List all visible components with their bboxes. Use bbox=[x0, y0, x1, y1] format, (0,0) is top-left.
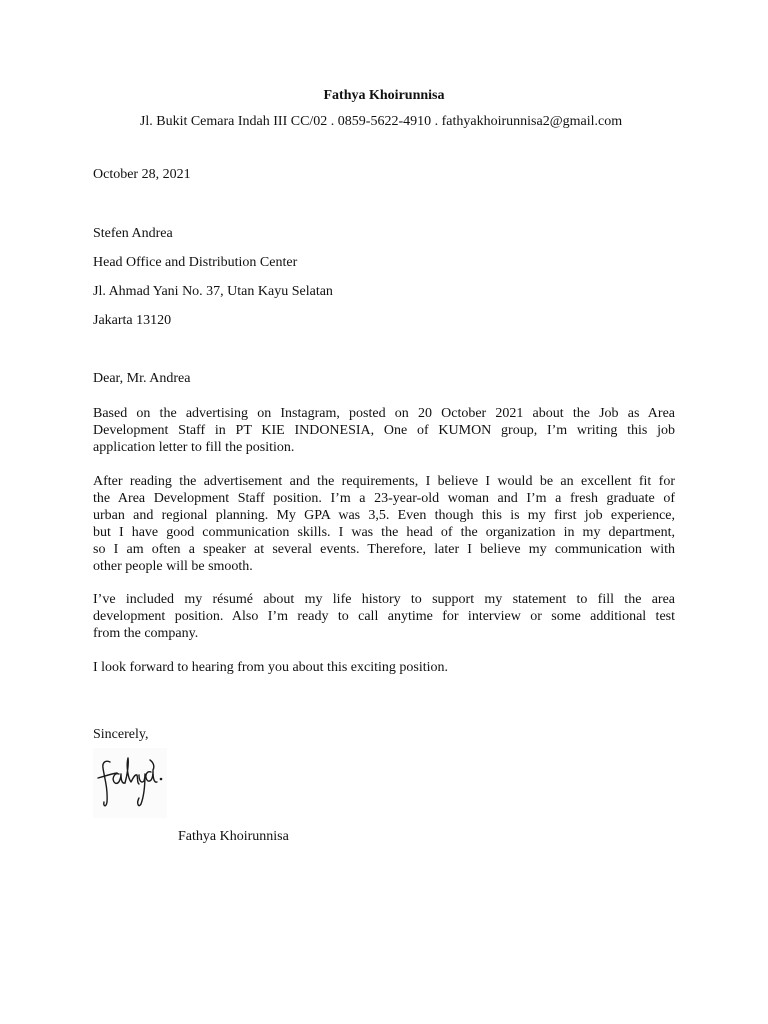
body-paragraph-4 bbox=[93, 659, 675, 676]
recipient-office: Head Office and Distribution Center bbox=[93, 255, 298, 270]
sender-name: Fathya Khoirunnisa bbox=[323, 88, 445, 103]
body-paragraph-1 bbox=[93, 405, 675, 456]
paragraph-line: After reading the advertisement and the requirements, I believe I would be an excellent fit for bbox=[93, 474, 675, 489]
salutation: Dear, Mr. Andrea bbox=[93, 371, 191, 386]
paragraph-line: but I have good communication skills. I was the head of the organization in my department, bbox=[93, 525, 675, 540]
closing: Sincerely, bbox=[93, 727, 149, 742]
paragraph-line: Based on the advertising on Instagram, posted on 20 October 2021 about the Job as Area bbox=[93, 406, 675, 421]
recipient-name: Stefen Andrea bbox=[93, 226, 173, 241]
paragraph-line: Development Staff in PT KIE INDONESIA, One of KUMON group, I’m writing this job bbox=[93, 423, 675, 438]
paragraph-line: so I am often a speaker at several events. Therefore, later I believe my communication with bbox=[93, 542, 675, 557]
recipient-street: Jl. Ahmad Yani No. 37, Utan Kayu Selatan bbox=[93, 284, 333, 299]
paragraph-line: other people will be smooth. bbox=[93, 559, 253, 574]
paragraph-line: I look forward to hearing from you about this exciting position. bbox=[93, 660, 448, 675]
recipient-city: Jakarta 13120 bbox=[93, 313, 172, 328]
signer-name: Fathya Khoirunnisa bbox=[178, 829, 289, 844]
paragraph-line: application letter to fill the position. bbox=[93, 440, 295, 455]
body-paragraph-3 bbox=[93, 591, 675, 642]
paragraph-line: development position. Also I’m ready to call anytime for interview or some additional test bbox=[93, 609, 675, 624]
body-paragraph-2 bbox=[93, 473, 675, 575]
sender-contact: Jl. Bukit Cemara Indah III CC/02 . 0859-5622-4910 . fathyakhoirunnisa2@gmail.com bbox=[139, 114, 623, 129]
signature-scribble bbox=[93, 748, 167, 818]
letter-date: October 28, 2021 bbox=[93, 167, 191, 182]
paragraph-line: the Area Development Staff position. I’m a 23-year-old woman and I’m a fresh graduate of bbox=[93, 491, 675, 506]
signature-image bbox=[93, 748, 167, 818]
paragraph-line: urban and regional planning. My GPA was 3,5. Even though this is my first job experience, bbox=[93, 508, 675, 523]
paragraph-line: from the company. bbox=[93, 626, 199, 641]
paragraph-line: I’ve included my résumé about my life history to support my statement to fill the area bbox=[93, 592, 675, 607]
